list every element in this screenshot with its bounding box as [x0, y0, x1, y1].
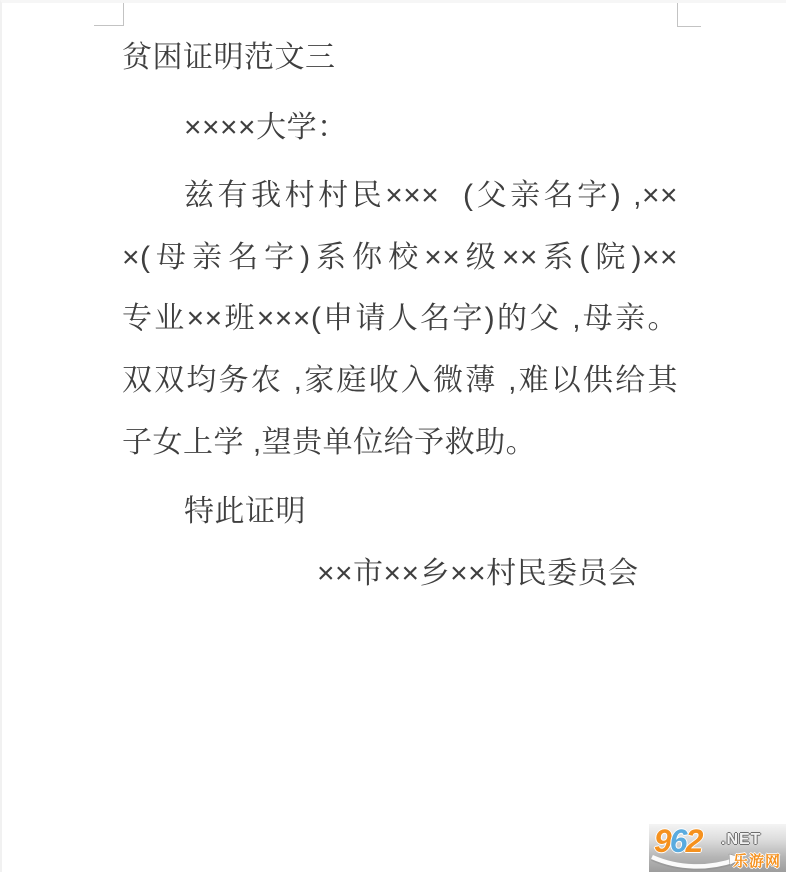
doc-body-line: 双双均务农 ,家庭收入微薄 ,难以供给其 [122, 364, 678, 397]
doc-body-line: 专业××班×××(申请人名字)的父 ,母亲。 [122, 302, 678, 335]
doc-closing-line: 特此证明 [184, 495, 306, 528]
doc-title-line: 贫困证明范文三 [122, 41, 336, 74]
page-margin-mark-top-left-icon [94, 3, 124, 26]
watermark-site-name: 乐游网 [733, 853, 782, 870]
doc-body-line: 子女上学 ,望贵单位给予救助。 [122, 426, 537, 459]
watermark-digit: 9 [654, 824, 670, 859]
watermark-digit: 2 [685, 824, 702, 859]
doc-body-line: 兹有我村村民××× (父亲名字) ,×× [184, 179, 678, 212]
watermark-digit: 6 [669, 824, 686, 859]
watermark-tld-label: .NET [721, 831, 762, 848]
watermark-number [654, 824, 701, 859]
site-watermark-logo [649, 824, 786, 872]
doc-signature-line: ××市××乡××村民委员会 [317, 557, 639, 590]
page-margin-mark-top-right-icon [677, 3, 701, 27]
doc-body-line: ×(母亲名字)系你校××级××系(院)×× [122, 241, 678, 274]
doc-salutation-line: ××××大学： [184, 111, 348, 144]
